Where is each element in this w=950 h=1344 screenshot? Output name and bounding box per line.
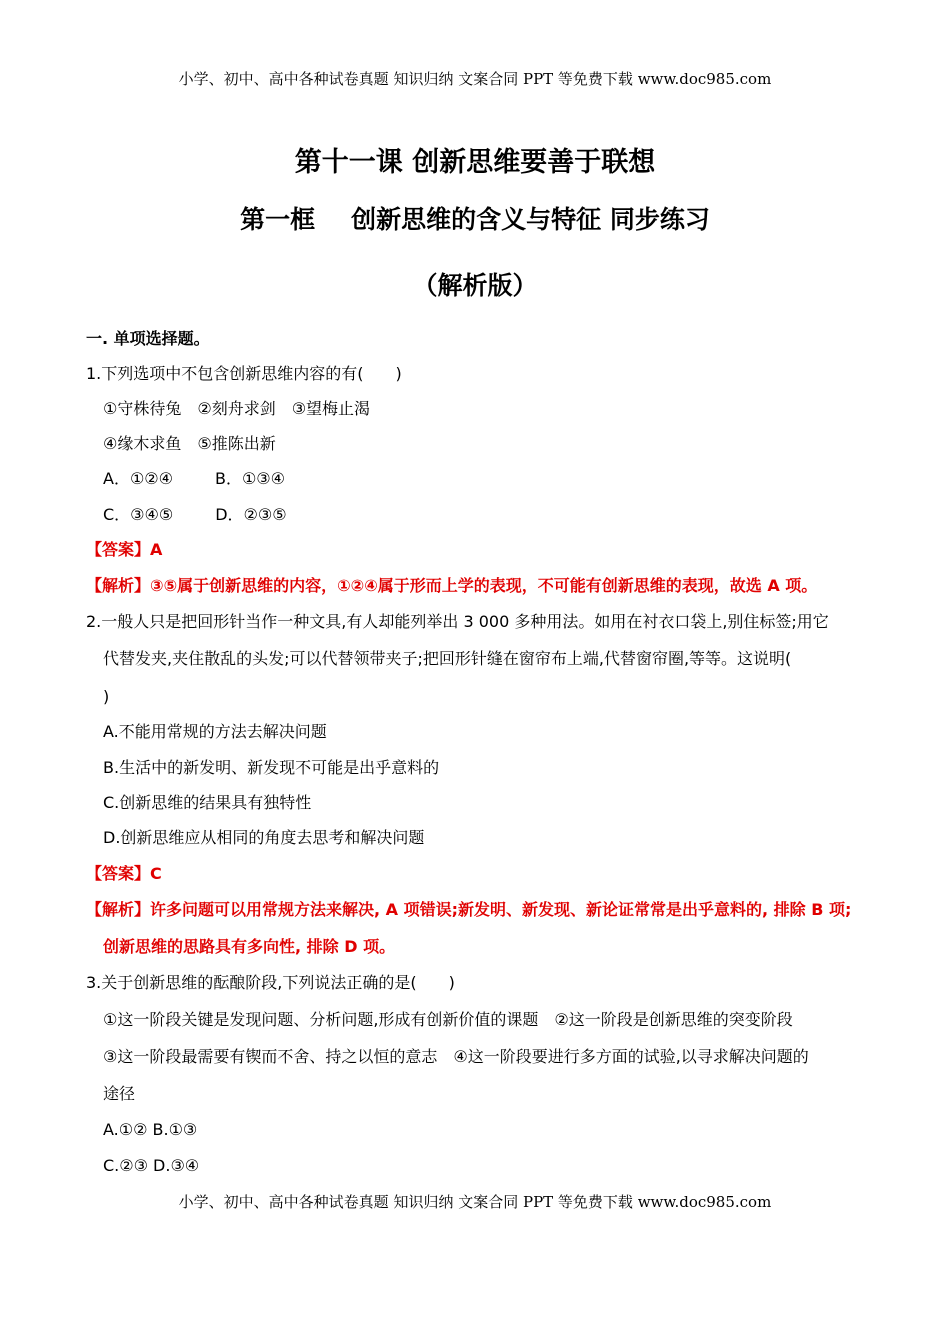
q3-item-1: ①这一阶段关键是发现问题、分析问题,形成有创新价值的课题 ②这一阶段是创新思维的突变阶段 (103, 1010, 793, 1029)
q1-option-c: C．③④⑤ (103, 505, 174, 524)
q1-items-1: ①守株待兔 ②刻舟求剑 ③望梅止渴 (103, 399, 371, 418)
q2-answer (86, 864, 162, 884)
q1-option-d: D．②③⑤ (215, 505, 287, 524)
edition-label: （解析版） (412, 271, 538, 300)
q3-options-ab: A.①② B.①③ (103, 1120, 198, 1139)
q2-option-a: A.不能用常规的方法去解决问题 (103, 722, 327, 741)
page-footer: 小学、初中、高中各种试卷真题 知识归纳 文案合同 PPT 等免费下载 www.doc985.com (178, 1193, 772, 1211)
section-title (0, 200, 950, 236)
section-heading: 一. 单项选择题。 (86, 329, 210, 348)
q2-analysis-text-2: 创新思维的思路具有多向性, 排除 D 项。 (103, 937, 396, 956)
q3-item-3: 途径 (103, 1084, 136, 1103)
page-header: 小学、初中、高中各种试卷真题 知识归纳 文案合同 PPT 等免费下载 www.doc985.com (178, 70, 772, 88)
lesson-title: 第十一课 创新思维要善于联想 (294, 147, 656, 178)
section-title-part1: 第一框 (240, 205, 316, 234)
q2-option-b: B.生活中的新发明、新发现不可能是出乎意料的 (103, 758, 440, 777)
q1-options-cd (103, 505, 287, 525)
q2-analysis-label: 【解析】 (86, 900, 151, 919)
q1-option-b: B．①③④ (214, 469, 285, 488)
q2-analysis (86, 900, 851, 920)
q2-answer-value: C (150, 864, 162, 883)
q1-answer-value: A (150, 540, 163, 559)
q2-stem-line1: 2.一般人只是把回形针当作一种文具,有人却能列举出 3 000 多种用法。如用在衬衣口袋上,别住标签;用它 (86, 612, 829, 631)
q2-option-d: D.创新思维应从相同的角度去思考和解决问题 (103, 828, 425, 847)
q1-options-ab (103, 469, 285, 489)
q1-stem: 1.下列选项中不包含创新思维内容的有( ) (86, 364, 402, 383)
q2-stem-line2: 代替发夹,夹住散乱的头发;可以代替领带夹子;把回形针缝在窗帘布上端,代替窗帘圈,等等。这说明( (103, 649, 792, 668)
q2-analysis-text-1: 许多问题可以用常规方法来解决, A 项错误;新发明、新发现、新论证常常是出乎意料的, 排除 B 项; (150, 900, 852, 919)
q1-answer (86, 540, 162, 560)
q1-items-2: ④缘木求鱼 ⑤推陈出新 (103, 434, 276, 453)
q3-stem: 3.关于创新思维的酝酿阶段,下列说法正确的是( ) (86, 973, 455, 992)
q3-item-2: ③这一阶段最需要有锲而不舍、持之以恒的意志 ④这一阶段要进行多方面的试验,以寻求解决问题的 (103, 1047, 809, 1066)
q1-analysis-label: 【解析】 (86, 576, 151, 595)
q1-answer-label: 【答案】 (86, 540, 151, 559)
q3-options-cd: C.②③ D.③④ (103, 1156, 200, 1175)
q1-option-a: A．①②④ (103, 469, 173, 488)
q2-stem-line3: ) (103, 687, 110, 706)
section-title-part2: 创新思维的含义与特征 同步练习 (351, 205, 710, 234)
q2-option-c: C.创新思维的结果具有独特性 (103, 793, 312, 812)
q1-analysis (86, 576, 817, 596)
q1-analysis-text: ③⑤属于创新思维的内容，①②④属于形而上学的表现，不可能有创新思维的表现，故选 A 项。 (150, 576, 818, 595)
q2-answer-label: 【答案】 (86, 864, 151, 883)
